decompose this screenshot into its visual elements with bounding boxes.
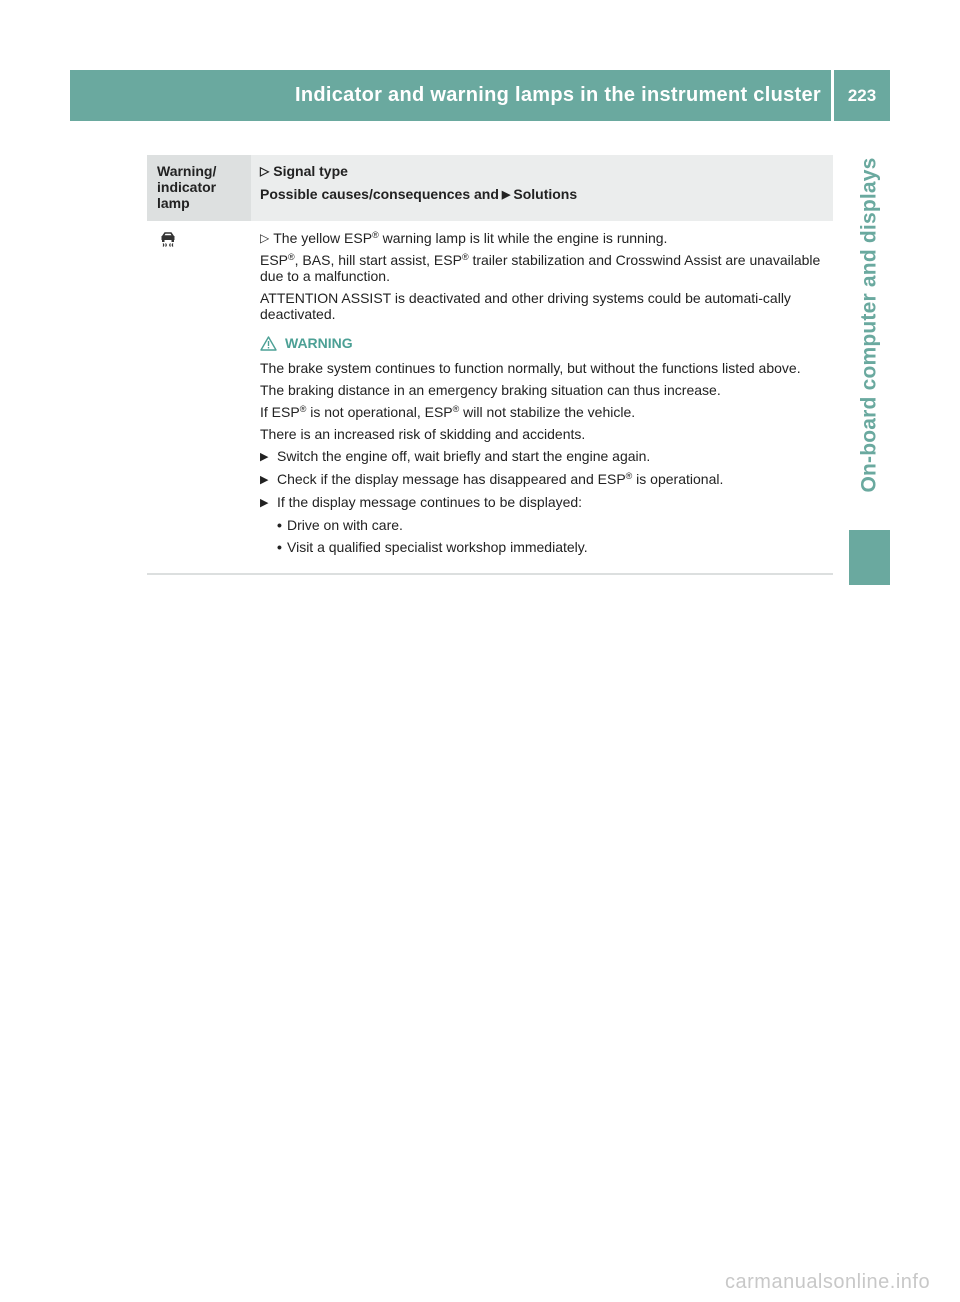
- action-step: ▶ If the display message continues to be displayed:: [260, 494, 583, 510]
- causes-label: Possible causes/consequences and: [260, 186, 499, 202]
- bullet-icon: •: [277, 539, 282, 555]
- section-title: Indicator and warning lamps in the instrument cluster: [295, 84, 821, 106]
- list-item: • Drive on with care.: [277, 517, 403, 533]
- solutions-label: Solutions: [513, 186, 578, 202]
- skid-car-icon: [157, 230, 179, 250]
- chapter-title: On-board computer and displays: [857, 157, 881, 493]
- warning-heading: [260, 335, 827, 351]
- chapter-side-tab: [849, 130, 890, 520]
- watermark: carmanualsonline.info: [725, 1271, 931, 1293]
- action-arrow-icon: ▶: [260, 497, 269, 509]
- action-arrow-icon: ▶: [260, 451, 269, 463]
- column-header-signal: [251, 155, 833, 221]
- lamp-cell: [147, 230, 251, 561]
- lamp-header-line: Warning/: [157, 163, 217, 179]
- warning-text: If ESP® is not operational, ESP® will not stabilize the vehicle.: [260, 404, 636, 420]
- lamp-header-line: lamp: [157, 195, 190, 211]
- signal-description: ▷ The yellow ESP® warning lamp is lit while the engine is running.: [260, 230, 668, 246]
- table-header: [147, 155, 833, 221]
- action-arrow-icon: ▶: [501, 189, 511, 201]
- warning-triangle-icon: [260, 336, 277, 351]
- cause-text: ESP®, BAS, hill start assist, ESP® trailer stabilization and Crosswind Assist are unavailable due to a malfunction.: [260, 252, 821, 284]
- page-number: [834, 70, 890, 121]
- section-header: [70, 70, 831, 121]
- signal-type-label: Signal type: [273, 163, 348, 179]
- list-item: • Visit a qualified specialist workshop immediately.: [277, 539, 588, 555]
- chapter-marker: [849, 530, 890, 585]
- bullet-icon: •: [277, 517, 282, 533]
- warning-text: The brake system continues to function normally, but without the functions listed above.: [260, 360, 801, 376]
- signal-triangle-icon: ▷: [260, 164, 270, 178]
- warning-text: There is an increased risk of skidding and accidents.: [260, 426, 586, 442]
- warning-lamp-table: [147, 155, 833, 575]
- table-row: [147, 221, 833, 575]
- action-step: ▶ Switch the engine off, wait briefly and start the engine again.: [260, 448, 651, 464]
- column-header-lamp: [147, 155, 251, 221]
- warning-label: WARNING: [285, 335, 353, 351]
- lamp-header-line: indicator: [157, 179, 217, 195]
- warning-text: The braking distance in an emergency braking situation can thus increase.: [260, 382, 721, 398]
- action-arrow-icon: ▶: [260, 474, 269, 486]
- description-cell: [251, 230, 833, 561]
- action-step: ▶ Check if the display message has disappeared and ESP® is operational.: [260, 471, 724, 487]
- cause-text: ATTENTION ASSIST is deactivated and other driving systems could be automati-cally deactivated.: [260, 290, 791, 322]
- signal-triangle-icon: ▷: [260, 231, 270, 245]
- page-number-text: 223: [847, 85, 877, 105]
